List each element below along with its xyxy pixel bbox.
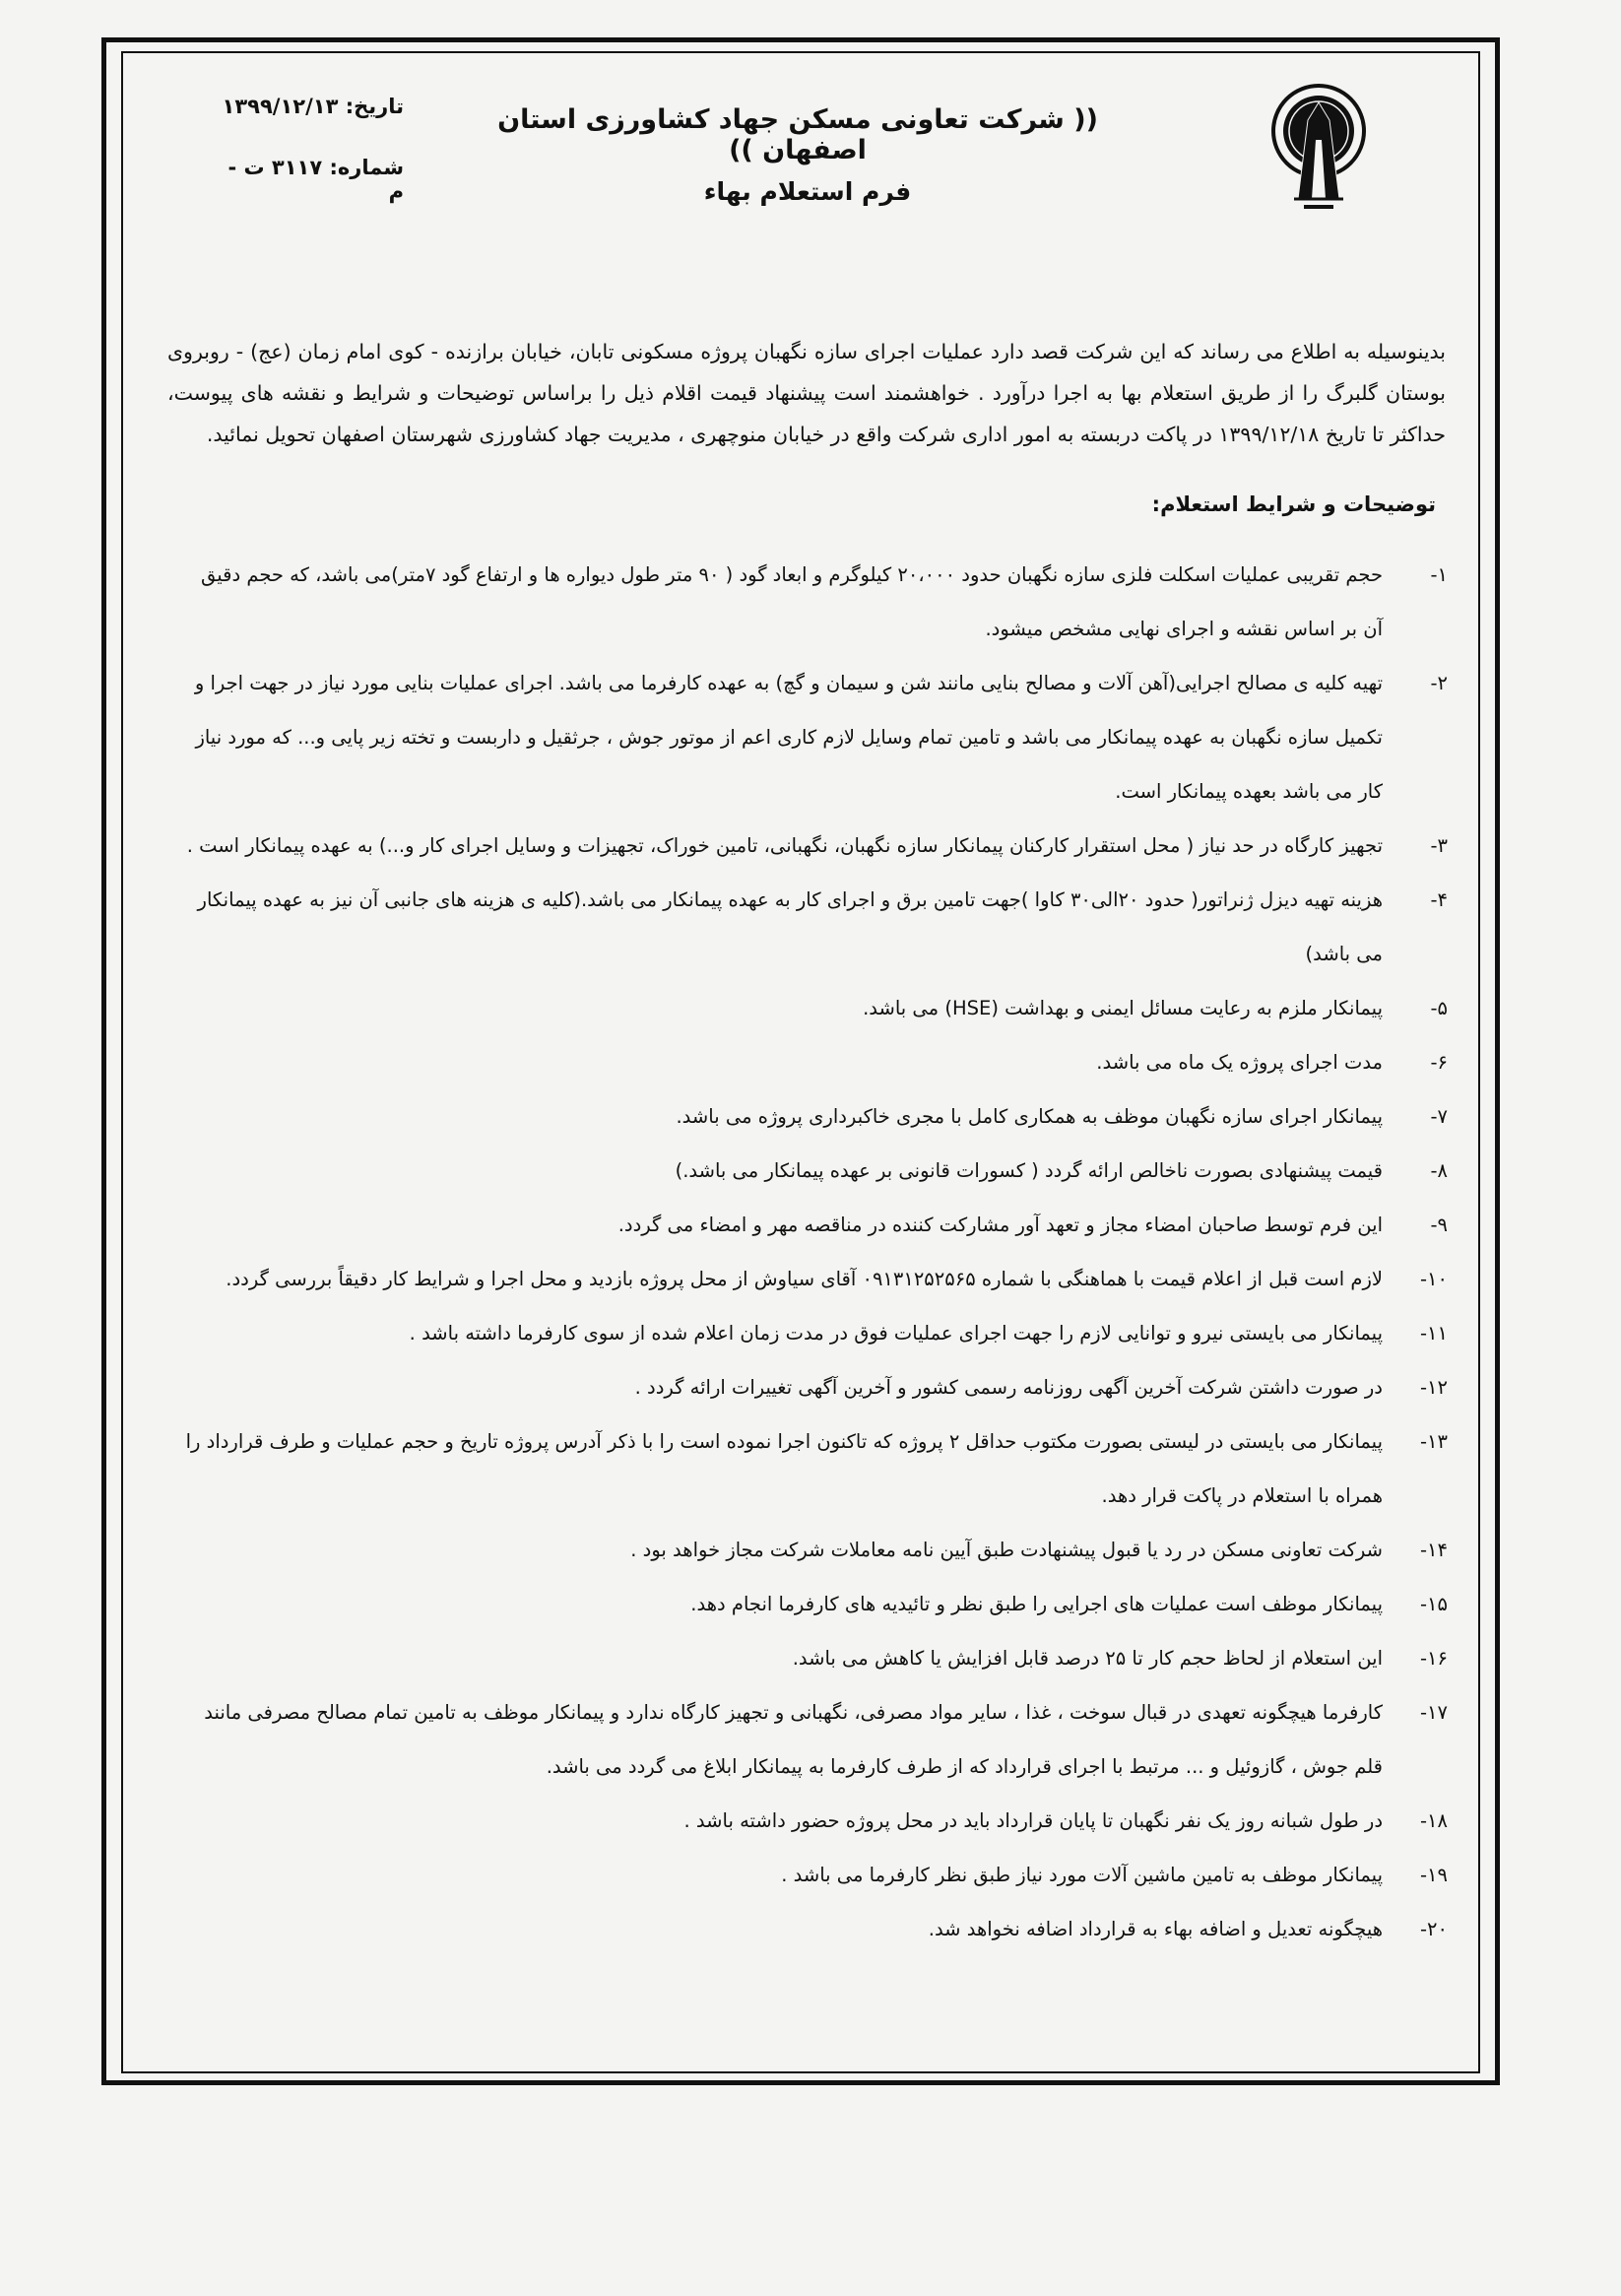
item-number: ۱۲- bbox=[1420, 1376, 1448, 1399]
item-number: ۱۰- bbox=[1420, 1268, 1448, 1290]
item-number: ۵- bbox=[1430, 997, 1448, 1019]
list-item bbox=[177, 548, 1448, 656]
list-item bbox=[177, 1360, 1448, 1414]
document-date: تاریخ: ۱۳۹۹/۱۲/۱۳ bbox=[222, 95, 404, 118]
item-text: این استعلام از لحاظ حجم کار تا ۲۵ درصد قابل افزایش یا کاهش می باشد. bbox=[792, 1647, 1383, 1670]
list-item bbox=[177, 1794, 1448, 1848]
list-item bbox=[177, 1577, 1448, 1631]
item-text: پیمانکار موظف است عملیات های اجرایی را طبق نظر و تائیدیه های کارفرما انجام دهد. bbox=[690, 1593, 1383, 1615]
item-number: ۱۴- bbox=[1420, 1539, 1448, 1561]
item-text: پیمانکار موظف به تامین ماشین آلات مورد نیاز طبق نظر کارفرما می باشد . bbox=[781, 1864, 1383, 1886]
list-item bbox=[177, 1685, 1448, 1794]
item-text: تجهیز کارگاه در حد نیاز ( محل استقرار کارکنان پیمانکار سازه نگهبان، نگهبانی، تامین خوراک، تجهیزات و وسایل اجرای کار و...) به عهده پیمانکار است . bbox=[186, 834, 1383, 857]
item-text: حجم تقریبی عملیات اسکلت فلزی سازه نگهبان حدود ۲۰،۰۰۰ کیلوگرم و ابعاد گود ( ۹۰ متر طول دیواره ها و ارتفاع گود ۷متر)می باشد، که حجم دقیق آن بر اساس نقشه و اجرای نهایی مشخص میشود. bbox=[201, 563, 1383, 640]
form-title: فرم استعلام بهاء bbox=[703, 177, 912, 206]
item-number: ۸- bbox=[1430, 1159, 1448, 1182]
item-number: ۱۱- bbox=[1420, 1322, 1448, 1345]
item-text: هیچگونه تعدیل و اضافه بهاء به قرارداد اضافه نخواهد شد. bbox=[928, 1918, 1383, 1940]
item-number: ۷- bbox=[1430, 1105, 1448, 1128]
list-item bbox=[177, 1306, 1448, 1360]
list-item bbox=[177, 656, 1448, 819]
item-number: ۲۰- bbox=[1420, 1918, 1448, 1940]
list-item bbox=[177, 873, 1448, 981]
item-number: ۱۹- bbox=[1420, 1864, 1448, 1886]
company-logo bbox=[1268, 81, 1369, 219]
item-number: ۱۶- bbox=[1420, 1647, 1448, 1670]
section-heading: توضیحات و شرایط استعلام: bbox=[1151, 492, 1436, 516]
list-item bbox=[177, 1089, 1448, 1144]
list-item bbox=[177, 1252, 1448, 1306]
company-title: (( شرکت تعاونی مسکن جهاد کشاورزی استان اصفهان )) bbox=[497, 104, 1098, 165]
list-item bbox=[177, 1902, 1448, 1956]
item-text: تهیه کلیه ی مصالح اجرایی(آهن آلات و مصالح بنایی مانند شن و سیمان و گچ) به عهده کارفرما می باشد. اجرای عملیات بنایی مورد نیاز در جهت اجرا و تکمیل سازه نگهبان به عهده پیمانکار می باشد و تامین تمام وسایل لازم کاری اعم از موتور جوش ، جرثقیل و داربست و تخته زیر پایی و... که مورد نیاز کار می باشد بعهده پیمانکار است. bbox=[194, 672, 1383, 803]
item-text: پیمانکار ملزم به رعایت مسائل ایمنی و بهداشت (HSE) می باشد. bbox=[863, 997, 1383, 1019]
item-text: لازم است قبل از اعلام قیمت با هماهنگی با شماره ۰۹۱۳۱۲۵۲۵۶۵ آقای سیاوش از محل پروژه بازدید و محل اجرا و شرایط کار دقیقاً بررسی گردد. bbox=[226, 1268, 1383, 1290]
item-number: ۴- bbox=[1430, 888, 1448, 911]
item-number: ۱۷- bbox=[1420, 1701, 1448, 1724]
item-text: این فرم توسط صاحبان امضاء مجاز و تعهد آور مشارکت کننده در مناقصه مهر و امضاء می گردد. bbox=[617, 1214, 1383, 1236]
list-item bbox=[177, 1523, 1448, 1577]
list-item bbox=[177, 1144, 1448, 1198]
conditions-list bbox=[177, 548, 1448, 1956]
list-item bbox=[177, 819, 1448, 873]
document-number: شماره: ۳۱۱۷ ت - م bbox=[227, 156, 404, 203]
intro-paragraph: بدینوسیله به اطلاع می رساند که این شرکت قصد دارد عملیات اجرای سازه نگهبان پروژه مسکونی تابان، خیابان برازنده - کوی امام زمان (عج) - روبروی بوستان گلبرگ را از طریق استعلام بها به اجرا درآورد . خواهشمند است پیشنهاد قیمت اقلام ذیل را براساس توضیحات و شرایط و نقشه های پیوست، حداکثر تا تاریخ ۱۳۹۹/۱۲/۱۸ در پاکت دربسته به امور اداری شرکت واقع در خیابان منوچهری ، مدیریت جهاد کشاورزی شهرستان اصفهان تحویل نمائید. bbox=[167, 340, 1446, 446]
item-text: هزینه تهیه دیزل ژنراتور( حدود ۲۰الی۳۰ کاوا )جهت تامین برق و اجرای کار به عهده پیمانکار می باشد.(کلیه ی هزینه های جانبی آن نیز به عهده پیمانکار می باشد) bbox=[197, 888, 1383, 965]
item-number: ۳- bbox=[1430, 834, 1448, 857]
list-item bbox=[177, 1198, 1448, 1252]
list-item bbox=[177, 1848, 1448, 1902]
item-number: ۱- bbox=[1430, 563, 1448, 586]
item-text: پیمانکار می بایستی نیرو و توانایی لازم را جهت اجرای عملیات فوق در مدت زمان اعلام شده از سوی کارفرما داشته باشد . bbox=[409, 1322, 1383, 1345]
item-number: ۹- bbox=[1430, 1214, 1448, 1236]
item-text: در طول شبانه روز یک نفر نگهبان تا پایان قرارداد باید در محل پروژه حضور داشته باشد . bbox=[683, 1809, 1383, 1832]
list-item bbox=[177, 1035, 1448, 1089]
item-text: پیمانکار می بایستی در لیستی بصورت مکتوب حداقل ۲ پروژه که تاکنون اجرا نموده است را با ذکر آدرس پروژه تاریخ و حجم عملیات و طرف قرارداد را همراه با استعلام در پاکت قرار دهد. bbox=[185, 1430, 1383, 1507]
item-number: ۱۸- bbox=[1420, 1809, 1448, 1832]
item-number: ۱۳- bbox=[1420, 1430, 1448, 1453]
list-item bbox=[177, 981, 1448, 1035]
item-text: قیمت پیشنهادی بصورت ناخالص ارائه گردد ( کسورات قانونی بر عهده پیمانکار می باشد.) bbox=[675, 1159, 1383, 1182]
item-number: ۱۵- bbox=[1420, 1593, 1448, 1615]
item-number: ۶- bbox=[1430, 1051, 1448, 1074]
list-item bbox=[177, 1631, 1448, 1685]
item-text: کارفرما هیچگونه تعهدی در قبال سوخت ، غذا ، سایر مواد مصرفی، نگهبانی و تجهیز کارگاه ندارد و پیمانکار موظف به تامین تمام مصالح مصرفی مانند قلم جوش ، گازوئیل و ... مرتبط با اجرای قرارداد که از طرف کارفرما به پیمانکار ابلاغ می گردد می باشد. bbox=[204, 1701, 1383, 1778]
item-text: در صورت داشتن شرکت آخرین آگهی روزنامه رسمی کشور و آخرین آگهی تغییرات ارائه گردد . bbox=[634, 1376, 1383, 1399]
item-text: مدت اجرای پروژه یک ماه می باشد. bbox=[1096, 1051, 1383, 1074]
item-number: ۲- bbox=[1430, 672, 1448, 694]
list-item bbox=[177, 1414, 1448, 1523]
item-text: پیمانکار اجرای سازه نگهبان موظف به همکاری کامل با مجری خاکبرداری پروژه می باشد. bbox=[676, 1105, 1383, 1128]
item-text: شرکت تعاونی مسکن در رد یا قبول پیشنهادت طبق آیین نامه معاملات شرکت مجاز خواهد بود . bbox=[630, 1539, 1383, 1561]
